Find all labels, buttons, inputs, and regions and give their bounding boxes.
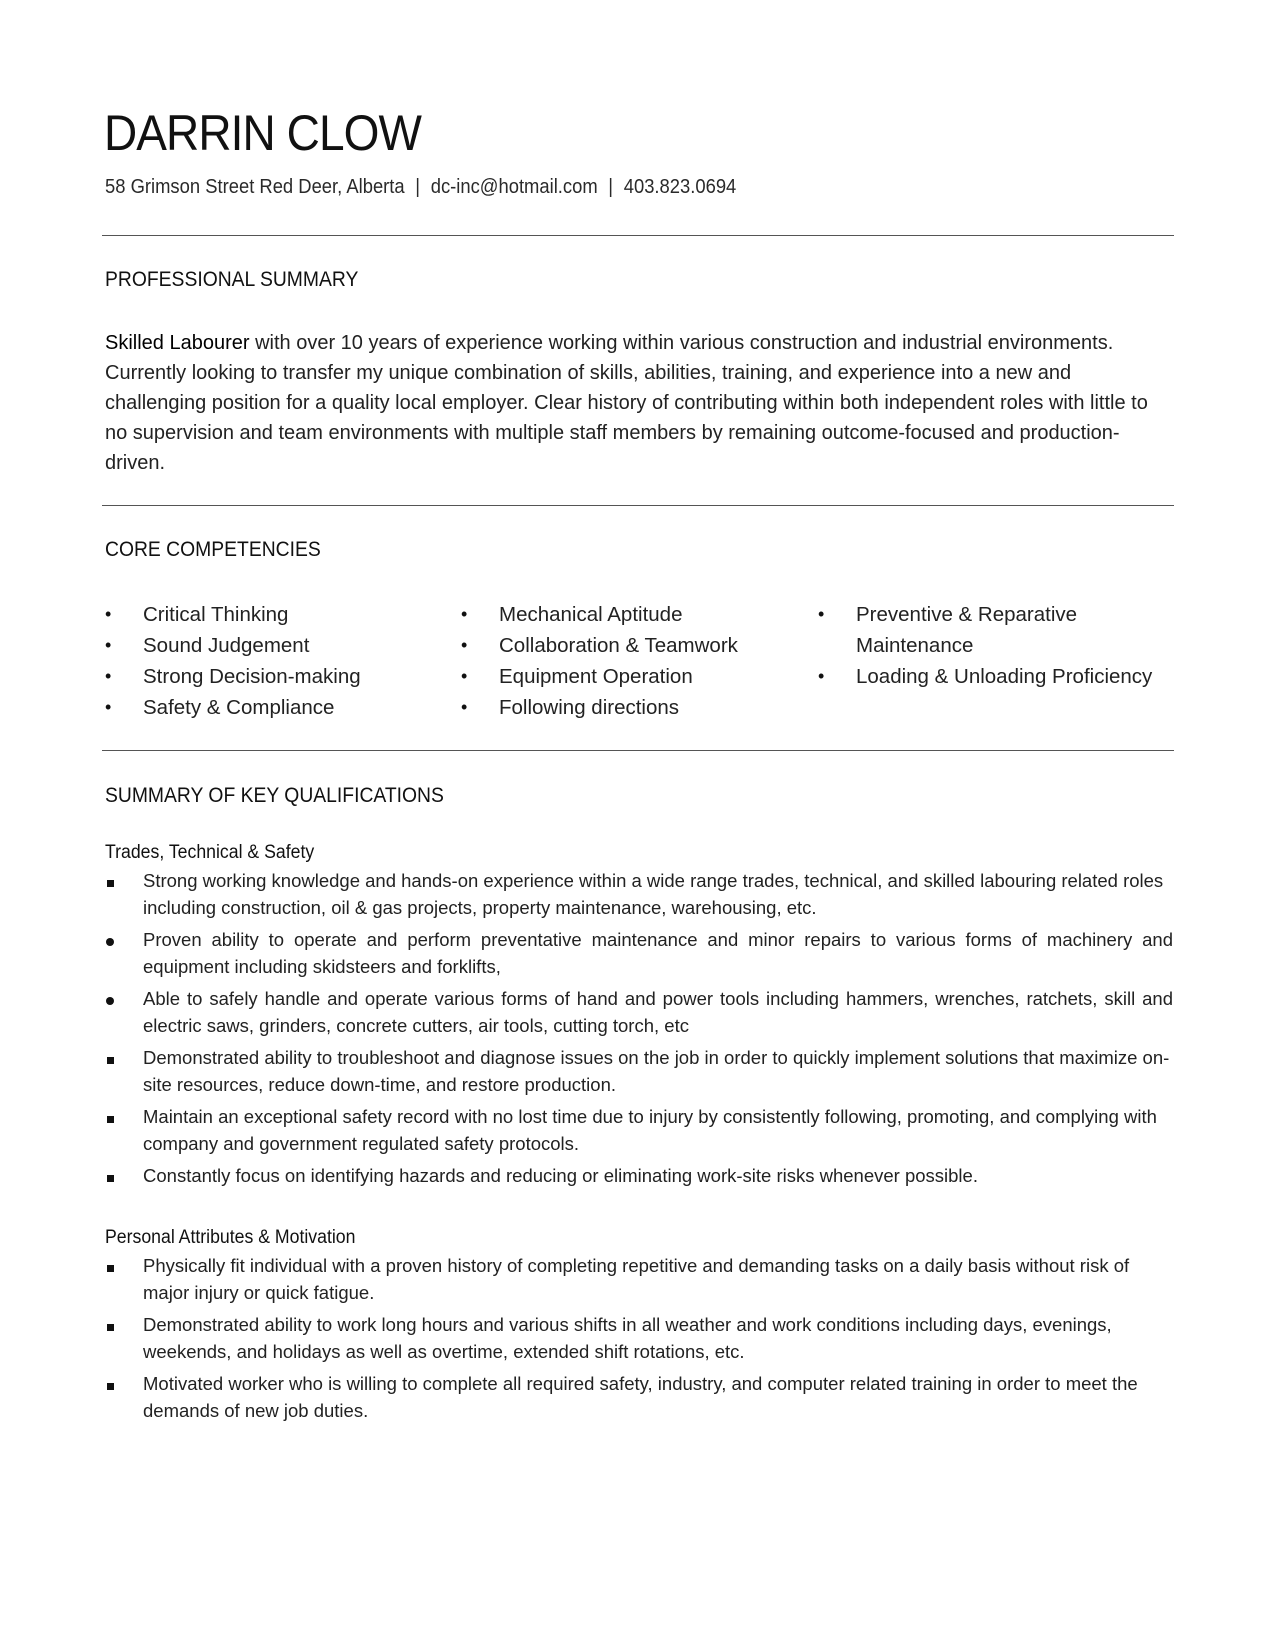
- phone-number: 403.823.0694: [623, 176, 737, 198]
- qualification-item: Demonstrated ability to work long hours and various shifts in all weather and work conditions including days, evenings, weekends, and holidays as well as overtime, extended shift rotations, etc.: [105, 1311, 1173, 1365]
- divider: [102, 235, 1174, 236]
- bullet-icon: •: [818, 604, 825, 624]
- bullet-icon: •: [105, 604, 112, 624]
- square-bullet-icon: [105, 1044, 115, 1071]
- bullet-icon: •: [105, 666, 112, 686]
- qualification-group-title: Trades, Technical & Safety: [105, 842, 315, 863]
- divider: [102, 750, 1174, 751]
- square-bullet-icon: [105, 1252, 115, 1279]
- bullet-icon: •: [461, 604, 468, 624]
- bullet-icon: •: [105, 635, 112, 655]
- qualification-list-trades: [105, 867, 1173, 1194]
- competency-item: • Collaboration & Teamwork: [461, 630, 781, 661]
- bullet-icon: •: [461, 635, 468, 655]
- competency-column-2: [461, 599, 781, 723]
- bullet-icon: •: [105, 697, 112, 717]
- competency-column-3: [818, 599, 1158, 692]
- email-link[interactable]: dc-inc@hotmail.com: [430, 176, 598, 198]
- qualification-item: Able to safely handle and operate various forms of hand and power tools including hammers, wrenches, ratchets, skill and electric saws, grinders, concrete cutters, air tools, cutting torch, etc: [105, 985, 1173, 1039]
- qualification-group-title: Personal Attributes & Motivation: [105, 1227, 356, 1248]
- summary-text: with over 10 years of experience working within various construction and industrial environments. Currently looking to transfer my unique combination of skills, abilities, training, and experience into a new and challenging position for a quality local employer. Clear history of contributing within both independent roles with little to no supervision and team environments with multiple staff members by remaining outcome-focused and production-driven.: [105, 332, 1148, 474]
- competency-item: • Critical Thinking: [105, 599, 425, 630]
- qualification-item: Constantly focus on identifying hazards and reducing or eliminating work-site risks whenever possible.: [105, 1162, 1173, 1189]
- competency-item: • Loading & Unloading Proficiency: [818, 661, 1158, 692]
- qualification-item: Maintain an exceptional safety record with no lost time due to injury by consistently following, promoting, and complying with company and government regulated safety protocols.: [105, 1103, 1173, 1157]
- competency-item: • Preventive & Reparative Maintenance: [818, 599, 1158, 661]
- summary-lead: Skilled Labourer: [105, 332, 250, 354]
- round-bullet-icon: [105, 985, 115, 1012]
- candidate-name: DARRIN CLOW: [104, 105, 422, 161]
- section-heading-summary: PROFESSIONAL SUMMARY: [105, 268, 359, 291]
- competency-item: • Strong Decision-making: [105, 661, 425, 692]
- competency-item: • Safety & Compliance: [105, 692, 425, 723]
- competency-item: • Sound Judgement: [105, 630, 425, 661]
- square-bullet-icon: [105, 867, 115, 894]
- qualification-item: Physically fit individual with a proven history of completing repetitive and demanding tasks on a daily basis without risk of major injury or quick fatigue.: [105, 1252, 1173, 1306]
- competency-item: • Following directions: [461, 692, 781, 723]
- competency-column-1: [105, 599, 425, 723]
- bullet-icon: •: [818, 666, 825, 686]
- bullet-icon: •: [461, 666, 468, 686]
- divider: [102, 505, 1174, 506]
- contact-separator: |: [415, 176, 421, 198]
- section-heading-qualifications: SUMMARY OF KEY QUALIFICATIONS: [105, 784, 444, 807]
- square-bullet-icon: [105, 1370, 115, 1397]
- square-bullet-icon: [105, 1162, 115, 1189]
- bullet-icon: •: [461, 697, 468, 717]
- qualification-item: Proven ability to operate and perform preventative maintenance and minor repairs to various forms of machinery and equipment including skidsteers and forklifts,: [105, 926, 1173, 980]
- round-bullet-icon: [105, 926, 115, 953]
- competency-item: • Equipment Operation: [461, 661, 781, 692]
- contact-separator: |: [608, 176, 614, 198]
- summary-paragraph: [105, 328, 1175, 478]
- address: 58 Grimson Street Red Deer, Alberta: [105, 176, 405, 198]
- qualification-item: Demonstrated ability to troubleshoot and diagnose issues on the job in order to quickly implement solutions that maximize on-site resources, reduce down-time, and restore production.: [105, 1044, 1173, 1098]
- competency-item: • Mechanical Aptitude: [461, 599, 781, 630]
- qualification-item: Strong working knowledge and hands-on experience within a wide range trades, technical, and skilled labouring related roles including construction, oil & gas projects, property maintenance, warehousing, etc.: [105, 867, 1173, 921]
- contact-line: [105, 176, 736, 199]
- qualification-item: Motivated worker who is willing to complete all required safety, industry, and computer related training in order to meet the demands of new job duties.: [105, 1370, 1173, 1424]
- qualification-list-personal: [105, 1252, 1173, 1429]
- square-bullet-icon: [105, 1311, 115, 1338]
- square-bullet-icon: [105, 1103, 115, 1130]
- section-heading-competencies: CORE COMPETENCIES: [105, 538, 321, 561]
